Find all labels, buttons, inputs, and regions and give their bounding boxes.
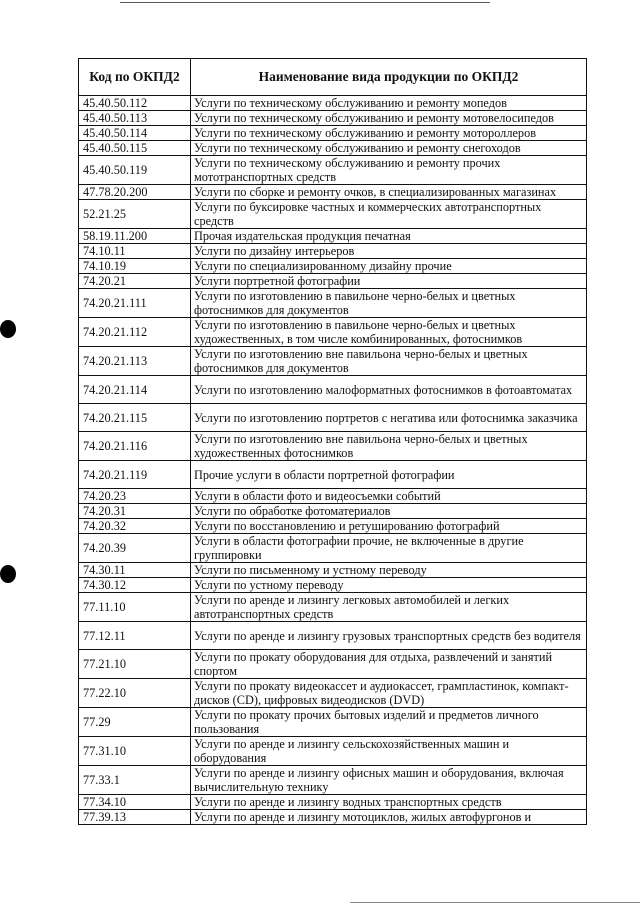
product-name-cell: Услуги по техническому обслуживанию и ремонту мотовелосипедов — [191, 111, 587, 126]
punch-hole-mark — [0, 320, 16, 338]
okpd2-code-cell: 45.40.50.112 — [79, 96, 191, 111]
product-name-cell: Услуги по техническому обслуживанию и ремонту мотороллеров — [191, 126, 587, 141]
table-row — [79, 766, 587, 795]
table-row — [79, 96, 587, 111]
table-row — [79, 519, 587, 534]
product-name-cell: Услуги по техническому обслуживанию и ремонту прочих мототранспортных средств — [191, 156, 587, 185]
okpd2-code-cell: 77.34.10 — [79, 795, 191, 810]
product-name-cell: Услуги по буксировке частных и коммерческих автотранспортных средств — [191, 200, 587, 229]
table-row — [79, 708, 587, 737]
okpd2-code-cell: 47.78.20.200 — [79, 185, 191, 200]
product-name-cell: Услуги по письменному и устному переводу — [191, 563, 587, 578]
product-name-cell: Услуги по прокату оборудования для отдыха, развлечений и занятий спортом — [191, 650, 587, 679]
table-row — [79, 289, 587, 318]
okpd2-code-cell: 74.10.11 — [79, 244, 191, 259]
okpd2-code-cell: 74.20.21.119 — [79, 461, 191, 489]
product-name-cell: Услуги по устному переводу — [191, 578, 587, 593]
bottom-scan-line — [350, 902, 640, 903]
table-header-row — [79, 59, 587, 96]
table-row — [79, 461, 587, 489]
table-row — [79, 274, 587, 289]
okpd2-code-cell: 74.30.12 — [79, 578, 191, 593]
okpd2-code-cell: 74.10.19 — [79, 259, 191, 274]
product-name-cell: Услуги по аренде и лизингу офисных машин и оборудования, включая вычислительную технику — [191, 766, 587, 795]
table-row — [79, 318, 587, 347]
product-name-cell: Услуги по восстановлению и ретушированию фотографий — [191, 519, 587, 534]
okpd2-code-cell: 45.40.50.113 — [79, 111, 191, 126]
table-row — [79, 347, 587, 376]
table-row — [79, 563, 587, 578]
product-name-cell: Услуги по аренде и лизингу мотоциклов, жилых автофургонов и — [191, 810, 587, 825]
table-row — [79, 795, 587, 810]
okpd2-code-cell: 45.40.50.114 — [79, 126, 191, 141]
table-row — [79, 679, 587, 708]
table-row — [79, 141, 587, 156]
header-name: Наименование вида продукции по ОКПД2 — [191, 59, 587, 96]
okpd2-code-cell: 74.20.23 — [79, 489, 191, 504]
okpd2-code-cell: 77.22.10 — [79, 679, 191, 708]
okpd2-code-cell: 74.30.11 — [79, 563, 191, 578]
table-row — [79, 376, 587, 404]
okpd2-code-cell: 77.12.11 — [79, 622, 191, 650]
okpd2-code-cell: 77.39.13 — [79, 810, 191, 825]
product-name-cell: Услуги по изготовлению вне павильона черно-белых и цветных фотоснимков для документов — [191, 347, 587, 376]
product-name-cell: Услуги по изготовлению вне павильона черно-белых и цветных художественных фотоснимков — [191, 432, 587, 461]
product-name-cell: Услуги в области фото и видеосъемки событий — [191, 489, 587, 504]
table-row — [79, 534, 587, 563]
product-name-cell: Услуги по техническому обслуживанию и ремонту снегоходов — [191, 141, 587, 156]
table-body — [79, 96, 587, 825]
okpd2-code-cell: 74.20.31 — [79, 504, 191, 519]
table-row — [79, 737, 587, 766]
table-row — [79, 578, 587, 593]
okpd2-table — [78, 58, 587, 825]
top-scan-line — [120, 2, 490, 3]
table-row — [79, 259, 587, 274]
okpd2-code-cell: 74.20.21.112 — [79, 318, 191, 347]
okpd2-code-cell: 52.21.25 — [79, 200, 191, 229]
okpd2-code-cell: 45.40.50.119 — [79, 156, 191, 185]
product-name-cell: Услуги по изготовлению малоформатных фотоснимков в фотоавтоматах — [191, 376, 587, 404]
product-name-cell: Услуги по прокату видеокассет и аудиокассет, грампластинок, компакт-дисков (CD), цифровых видеодисков (DVD) — [191, 679, 587, 708]
product-name-cell: Услуги по обработке фотоматериалов — [191, 504, 587, 519]
okpd2-code-cell: 77.31.10 — [79, 737, 191, 766]
product-name-cell: Услуги по специализированному дизайну прочие — [191, 259, 587, 274]
product-name-cell: Услуги по изготовлению в павильоне черно-белых и цветных художественных, в том числе комбинированных, фотоснимков — [191, 318, 587, 347]
table-row — [79, 489, 587, 504]
product-name-cell: Услуги по изготовлению портретов с негатива или фотоснимка заказчика — [191, 404, 587, 432]
okpd2-code-cell: 77.11.10 — [79, 593, 191, 622]
table-row — [79, 622, 587, 650]
okpd2-code-cell: 74.20.32 — [79, 519, 191, 534]
okpd2-code-cell: 74.20.39 — [79, 534, 191, 563]
okpd2-code-cell: 74.20.21.113 — [79, 347, 191, 376]
product-name-cell: Услуги по сборке и ремонту очков, в специализированных магазинах — [191, 185, 587, 200]
okpd2-code-cell: 77.21.10 — [79, 650, 191, 679]
product-name-cell: Услуги по изготовлению в павильоне черно-белых и цветных фотоснимков для документов — [191, 289, 587, 318]
header-code: Код по ОКПД2 — [79, 59, 191, 96]
product-name-cell: Услуги по аренде и лизингу грузовых транспортных средств без водителя — [191, 622, 587, 650]
okpd2-code-cell: 58.19.11.200 — [79, 229, 191, 244]
table-row — [79, 404, 587, 432]
product-name-cell: Услуги по аренде и лизингу легковых автомобилей и легких автотранспортных средств — [191, 593, 587, 622]
product-name-cell: Прочие услуги в области портретной фотографии — [191, 461, 587, 489]
product-name-cell: Услуги по прокату прочих бытовых изделий и предметов личного пользования — [191, 708, 587, 737]
table-row — [79, 229, 587, 244]
table-row — [79, 504, 587, 519]
okpd2-code-cell: 74.20.21.114 — [79, 376, 191, 404]
product-name-cell: Услуги портретной фотографии — [191, 274, 587, 289]
okpd2-code-cell: 74.20.21.116 — [79, 432, 191, 461]
product-name-cell: Услуги по аренде и лизингу водных транспортных средств — [191, 795, 587, 810]
okpd2-code-cell: 45.40.50.115 — [79, 141, 191, 156]
okpd2-code-cell: 74.20.21 — [79, 274, 191, 289]
table-row — [79, 156, 587, 185]
table-row — [79, 185, 587, 200]
table-row — [79, 126, 587, 141]
product-name-cell: Услуги в области фотографии прочие, не включенные в другие группировки — [191, 534, 587, 563]
table-row — [79, 111, 587, 126]
product-name-cell: Услуги по техническому обслуживанию и ремонту мопедов — [191, 96, 587, 111]
okpd2-code-cell: 77.33.1 — [79, 766, 191, 795]
table-row — [79, 244, 587, 259]
okpd2-code-cell: 74.20.21.111 — [79, 289, 191, 318]
table-row — [79, 810, 587, 825]
table-row — [79, 593, 587, 622]
product-name-cell: Услуги по аренде и лизингу сельскохозяйственных машин и оборудования — [191, 737, 587, 766]
product-name-cell: Услуги по дизайну интерьеров — [191, 244, 587, 259]
product-name-cell: Прочая издательская продукция печатная — [191, 229, 587, 244]
table-row — [79, 200, 587, 229]
table-row — [79, 650, 587, 679]
okpd2-code-cell: 74.20.21.115 — [79, 404, 191, 432]
okpd2-code-cell: 77.29 — [79, 708, 191, 737]
table-row — [79, 432, 587, 461]
punch-hole-mark — [0, 565, 16, 583]
